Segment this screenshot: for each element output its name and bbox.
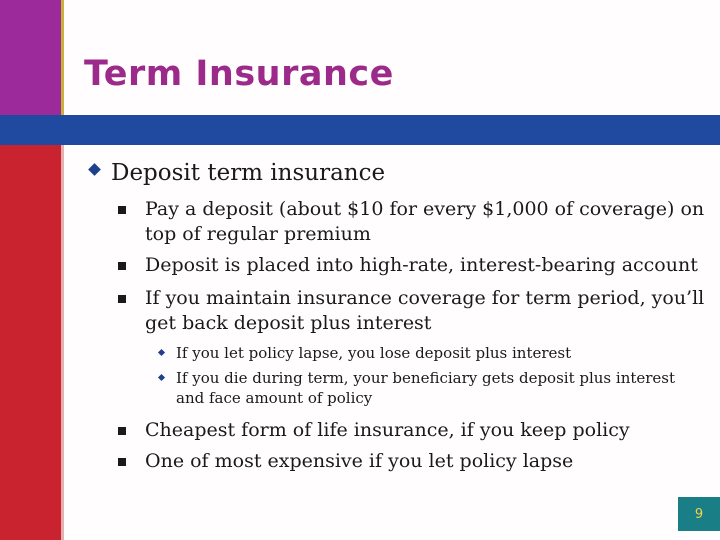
diamond-bullet-icon [88,163,101,176]
bullet-item [121,418,711,443]
bullet-item [121,449,711,474]
bullet-text: Cheapest form of life insurance, if you keep policy [145,419,630,441]
header-band [0,115,720,145]
square-bullet-icon [118,458,126,466]
bullet-item [121,286,711,336]
sub-bullet-text: If you let policy lapse, you lose deposit plus interest [176,344,572,362]
bullet-text: One of most expensive if you let policy lapse [145,450,574,472]
sub-bullet-item [157,343,677,363]
page-number: 9 [678,497,720,531]
square-bullet-icon [118,206,126,214]
bullet-text: If you maintain insurance coverage for term period, you’ll get back deposit plus interest [145,287,705,334]
level1-bullet [90,160,385,186]
bullet-item [121,197,711,247]
bullet-text: Deposit is placed into high-rate, interest-bearing account [145,254,698,276]
square-bullet-icon [118,262,126,270]
side-panel-bottom [0,145,64,540]
square-bullet-icon [118,295,126,303]
slide-title: Term Insurance [84,54,394,94]
bullet-item [121,253,711,278]
heading-text: Deposit term insurance [111,160,386,186]
bullet-text: Pay a deposit (about $10 for every $1,000 of coverage) on top of regular premium [145,198,705,245]
square-bullet-icon [118,427,126,435]
sub-bullet-item [157,368,677,408]
side-panel-top [0,0,64,115]
sub-bullet-text: If you die during term, your beneficiary gets deposit plus interest and face amount of policy [176,369,676,407]
